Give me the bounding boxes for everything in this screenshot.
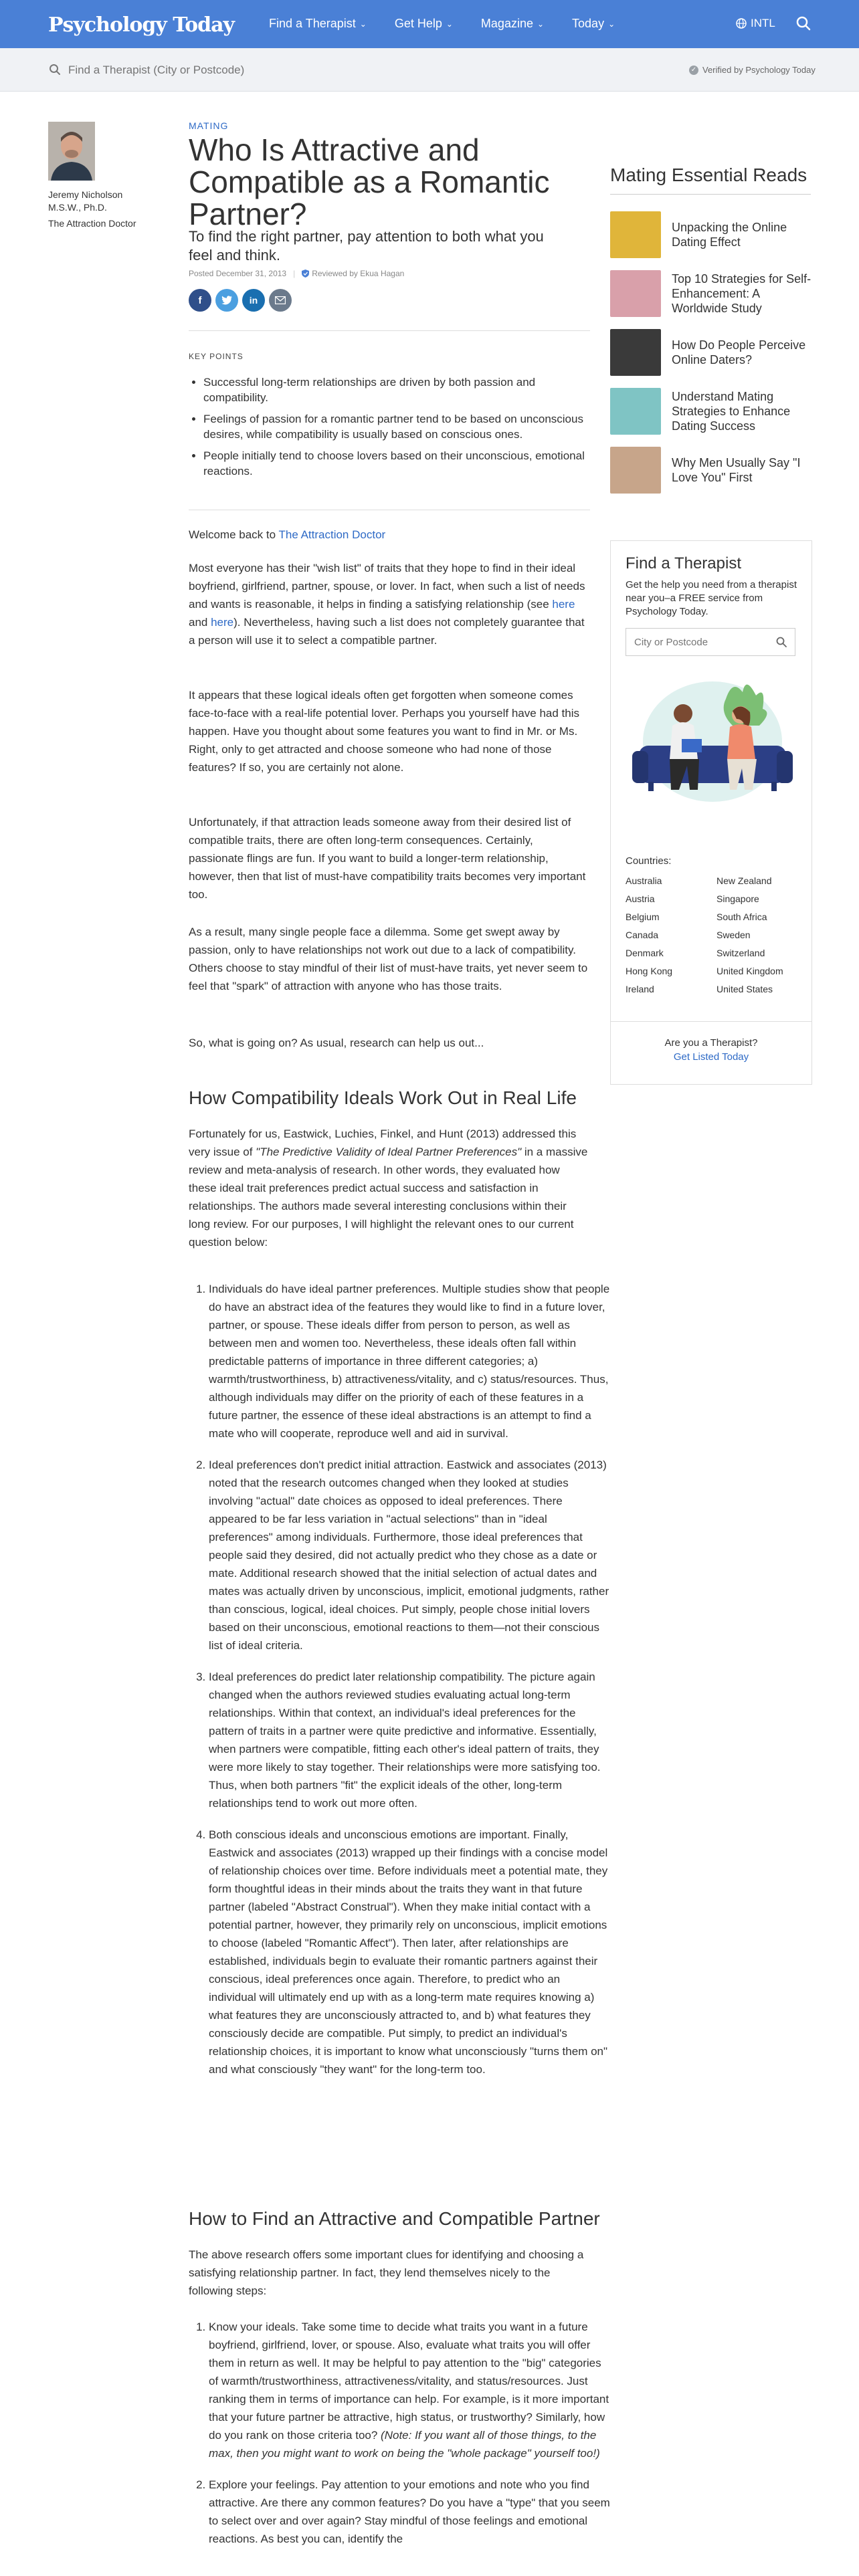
body-paragraph: Unfortunately, if that attraction leads someone away from their desired list of compatible traits, there are often long-term consequences. Certainly, passionate flings are fun. If you want to build a longer-term relationship, however, then that list of must-have compatibility traits becomes very important too. <box>189 816 586 901</box>
body-paragraph: The above research offers some important clues for identifying and choosing a satisfying relationship partner. In fact, they lend themselves nicely to the following steps: <box>189 2248 584 2297</box>
search-icon[interactable] <box>793 13 814 33</box>
chevron-down-icon: ⌄ <box>537 19 545 29</box>
check-icon: ✓ <box>689 66 698 75</box>
search-icon <box>48 63 62 76</box>
nav-today[interactable]: Today ⌄ <box>572 17 615 30</box>
shield-check-icon <box>302 270 309 278</box>
meta-separator: | <box>293 269 296 278</box>
key-points-label: KEY POINTS <box>189 352 244 361</box>
key-point: • Successful long-term relationships are driven by both passion and compatibility. <box>203 374 598 405</box>
main-nav <box>269 17 643 31</box>
country-link[interactable]: Sweden <box>717 930 751 940</box>
widget-title: Find a Therapist <box>626 554 741 572</box>
search-icon[interactable] <box>775 636 787 648</box>
article-category[interactable]: MATING <box>189 120 229 131</box>
reference-link[interactable]: here <box>211 616 234 629</box>
essential-read-item[interactable]: Understand Mating Strategies to Enhance Dating Success <box>610 388 818 435</box>
chevron-down-icon: ⌄ <box>359 19 367 29</box>
body-paragraph: As a result, many single people face a dilemma. Some get swept away by passion, only to have relationships not work out due to a lack of compatibility. Others choose to stay mindful of their list of must-have traits, yet never seem to feel that "spark" of attraction with anyone who has those traits. <box>189 926 588 992</box>
nav-magazine[interactable]: Magazine ⌄ <box>480 17 545 30</box>
body-paragraph: So, what is going on? As usual, research can help us out... <box>189 1037 484 1049</box>
essential-read-item[interactable]: Why Men Usually Say "I Love You" First <box>610 447 818 494</box>
header-divider <box>189 330 590 331</box>
widget-divider <box>611 1021 812 1022</box>
article-title: Who Is Attractive and Compatible as a Romantic Partner? <box>189 132 550 231</box>
body-paragraph: It appears that these logical ideals often get forgotten when someone comes face-to-face with a real-life potential lover. Perhaps you yourself have had this happen. Have you thought about some features you want to find in Mr. or Ms. Right, only to get attracted and choose someone who had none of those features? If so, you are certainly not alone. <box>189 689 579 774</box>
facebook-share-icon[interactable]: f <box>189 289 211 312</box>
city-postcode-input[interactable] <box>626 628 795 656</box>
article-thumbnail <box>610 388 661 435</box>
author-blog-name[interactable]: The Attraction Doctor <box>48 218 136 229</box>
countries-label: Countries: <box>626 855 672 867</box>
section-heading: How to Find an Attractive and Compatible Partner <box>189 2208 600 2229</box>
country-link[interactable]: Singapore <box>717 893 759 904</box>
countries-grid <box>626 875 799 994</box>
step-item: 1. Know your ideals. Take some time to decide what traits you want in a future boyfriend, girlfriend, lover, or spouse. Also, evaluate what traits you will offer them in return as well. It may be helpful to pay attention to the "big" categories of warmth/trustworthiness, attractiveness/vitality, and status/resources. Just ranking them in terms of importance can help. For example, is it more important that your future partner be attractive, high status, or trustworthy? Similarly, how do you rank on those criteria too? (Note: If you want all of those things, to the max, then you might want to work on being the "whole package" yourself too!) <box>209 2318 610 2462</box>
therapist-search-input[interactable] <box>67 59 404 82</box>
body-paragraph: Fortunately for us, Eastwick, Luchies, Finkel, and Hunt (2013) addressed this very issue of "The Predictive Validity of Ideal Partner Preferences" in a massive review and meta-analysis of research. In other words, they evaluated how these ideal trait preferences predict actual success and satisfaction in relationships. The authors made several interesting conclusions within their long review. For our purposes, I will highlight the relevant ones to our current question below: <box>189 1128 588 1249</box>
linkedin-share-icon[interactable]: in <box>242 289 265 312</box>
article-thumbnail <box>610 447 661 494</box>
essential-read-item[interactable]: How Do People Perceive Online Daters? <box>610 329 818 376</box>
email-share-icon[interactable] <box>269 289 292 312</box>
intl-selector[interactable]: INTL <box>736 17 775 30</box>
reviewed-by: Reviewed by Ekua Hagan <box>302 269 404 278</box>
top-nav <box>0 0 859 48</box>
essential-reads-title: Mating Essential Reads <box>610 165 807 185</box>
envelope-icon <box>275 296 286 304</box>
country-link[interactable]: Switzerland <box>717 948 765 958</box>
article-meta <box>189 269 404 278</box>
section-heading: How Compatibility Ideals Work Out in Real Life <box>189 1087 577 1108</box>
therapist-search-bar <box>0 48 859 92</box>
nav-find-therapist[interactable]: Find a Therapist ⌄ <box>269 17 367 30</box>
share-buttons <box>189 289 292 312</box>
widget-description: Get the help you need from a therapist near you–a FREE service from Psychology Today. <box>626 579 797 617</box>
key-point: • People initially tend to choose lovers based on their unconscious, emotional reactions. <box>203 448 598 479</box>
author-name[interactable]: Jeremy Nicholson M.S.W., Ph.D. <box>48 189 123 213</box>
country-link[interactable]: Denmark <box>626 948 664 958</box>
bird-icon <box>221 296 232 305</box>
twitter-share-icon[interactable] <box>215 289 238 312</box>
blog-link[interactable]: The Attraction Doctor <box>278 528 386 541</box>
article-subtitle: To find the right partner, pay attention to both what you feel and think. <box>189 228 544 263</box>
country-link[interactable]: New Zealand <box>717 875 772 886</box>
essential-reads-divider <box>610 194 811 195</box>
step-item: 2. Explore your feelings. Pay attention to your emotions and note who you find attractive. Are there any common features? Do you have a "type" that you seem to select over and over again? Stay mindful of those feelings and emotional reactions. As best you can, identify the <box>209 2476 610 2548</box>
verified-badge: ✓ Verified by Psychology Today <box>689 65 816 75</box>
author-avatar[interactable] <box>48 122 95 181</box>
reference-link[interactable]: here <box>552 598 575 611</box>
get-listed-link[interactable]: Get Listed Today <box>673 1051 749 1063</box>
article-thumbnail <box>610 329 661 376</box>
article-thumbnail <box>610 211 661 258</box>
posted-date: Posted December 31, 2013 <box>189 269 287 278</box>
finding-item: 1. Individuals do have ideal partner preferences. Multiple studies show that people do have an abstract idea of the features they would like to find in a future lover, partner, or spouse. These ideals differ from person to person, as well as between men and women too. Nevertheless, these ideals often fall within predictable patterns of importance in three different categories; a) warmth/trustworthiness, b) attractiveness/vitality, and c) status/resources. Thus, although individuals may differ on the priority of each of these features in a future partner, the essence of these ideal abstractions is an attempt to find a mate who will cooperate, reproduce well and aid in survival. <box>209 1280 610 1442</box>
country-link[interactable]: Belgium <box>626 911 660 922</box>
article-thumbnail <box>610 270 661 317</box>
chevron-down-icon: ⌄ <box>446 19 453 29</box>
country-link[interactable]: Austria <box>626 893 655 904</box>
chevron-down-icon: ⌄ <box>608 19 615 29</box>
key-points-list <box>189 374 598 485</box>
avatar-portrait <box>48 122 95 181</box>
globe-icon <box>736 18 747 29</box>
welcome-paragraph: Welcome back to The Attraction Doctor <box>189 528 386 541</box>
essential-read-item[interactable]: Top 10 Strategies for Self-Enhancement: A Worldwide Study <box>610 270 818 317</box>
country-link[interactable]: United Kingdom <box>717 966 783 976</box>
country-link[interactable]: South Africa <box>717 911 767 922</box>
site-logo[interactable]: Psychology Today <box>48 13 234 37</box>
country-link[interactable]: Ireland <box>626 984 654 994</box>
country-link[interactable]: Australia <box>626 875 662 886</box>
essential-read-item[interactable]: Unpacking the Online Dating Effect <box>610 211 818 258</box>
therapist-cta: Are you a Therapist? Get Listed Today <box>664 1037 758 1063</box>
body-paragraph: Most everyone has their "wish list" of traits that they hope to find in their ideal boyfriend, girlfriend, partner, spouse, or lover. In fact, when such a list of needs and wants is reasonable, it helps in finding a satisfying relationship (see here and here). Nevertheless, having such a list does not completely guarantee that a person will use it to select a compatible partner. <box>189 562 585 647</box>
find-therapist-widget <box>610 540 812 1085</box>
key-point: • Feelings of passion for a romantic partner tend to be based on unconscious desires, while compatibility is usually based on conscious ones. <box>203 411 598 442</box>
country-link[interactable]: Canada <box>626 930 659 940</box>
therapy-illustration <box>626 672 799 806</box>
findings-list <box>189 1280 610 2092</box>
nav-get-help[interactable]: Get Help ⌄ <box>394 17 453 30</box>
finding-item: 3. Ideal preferences do predict later relationship compatibility. The picture again changed when the authors reviewed studies evaluating actual long-term relationships. Within that context, an individual's ideal preferences for the pattern of traits in a partner were quite predictive and informative. Essentially, when partners were compatible, fitting each other's ideal pattern of traits, they were more likely to stay together. Their relationships were more satisfying too. Thus, when both partners "fit" the explicit ideals of the other, long-term relationships tend to work out more often. <box>209 1668 610 1812</box>
finding-item: 2. Ideal preferences don't predict initial attraction. Eastwick and associates (2013) noted that the research outcomes changed when they looked at studies involving "actual" date choices as opposed to ideal preferences. There appeared to be far less variation in "actual selections" than in "ideal preferences" among individuals. Furthermore, those ideal preferences that people said they desired, did not actually predict who they chose as a date or mate. Additional research showed that the initial selection of actual dates and mates was actually driven by unconscious, implicit, emotional judgments, rather than conscious, logical, ideal choices. Put simply, people chose initial lovers based on their unconscious, emotional reactions to them—not their conscious list of ideal criteria. <box>209 1456 610 1654</box>
finding-item: 4. Both conscious ideals and unconscious emotions are important. Finally, Eastwick and associates (2013) wrapped up their findings with a concise model of relationship choices over time. Before individuals meet a potential mate, they form thoughtful ideas in their minds about the traits they want in that future partner (labeled "Abstract Construal"). When they make initial contact with a potential partner, however, they primarily rely on unconscious, implicit emotions to choose (labeled "Romantic Affect"). Then later, after relationships are established, individuals begin to evaluate their romantic partners against their conscious, ideal preferences once again. Therefore, to predict who an individual will ultimately end up with as a long-term mate requires knowing a) what features they are unconsciously attracted to, and b) what features they consciously decide are compatible. Put simply, to predict an individual's relationship choices, it is important to know what unconsciously "turns them on" and what consciously "they want" for the long-term too. <box>209 1826 610 2078</box>
country-link[interactable]: Hong Kong <box>626 966 673 976</box>
steps-list <box>189 2318 610 2561</box>
country-link[interactable]: United States <box>717 984 773 994</box>
